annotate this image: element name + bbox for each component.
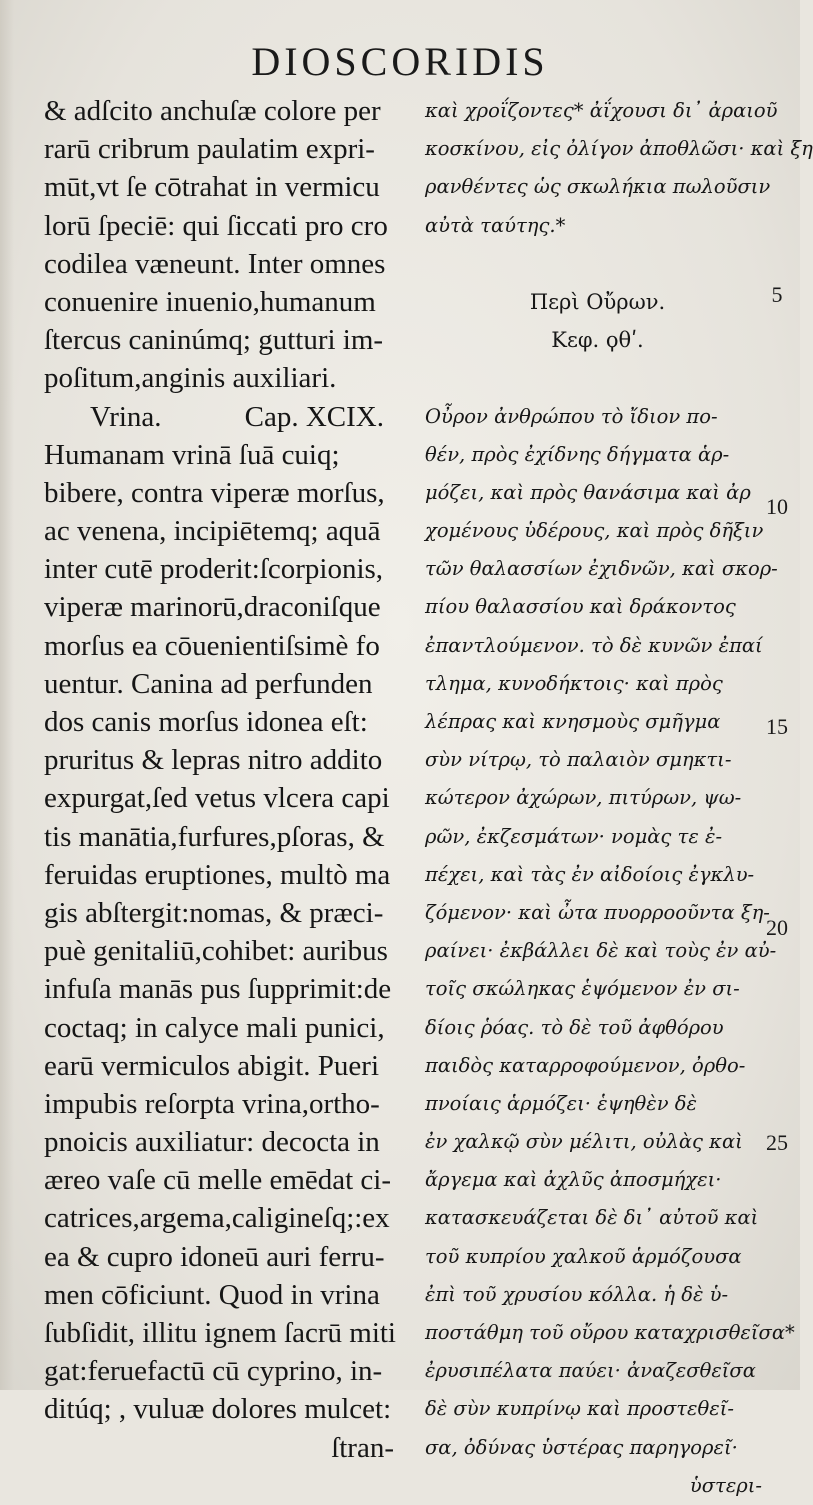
greek-line: δὲ σὺν κυπρίνῳ καὶ προστεθεῖ- <box>425 1397 734 1421</box>
latin-line: codilea væneunt. Inter omnes <box>44 247 386 280</box>
greek-line: ἐρυσιπέλατα παύει· ἀναζεσθεῖσα <box>425 1359 756 1383</box>
latin-line: ac venena, incipiētemq; aquā <box>44 515 381 548</box>
latin-line: æreo vaſe cū melle emēdat ci- <box>44 1164 392 1197</box>
greek-catchword: ὑστερι- <box>689 1473 762 1497</box>
latin-line: mūt,vt ſe cōtrahat in vermicu <box>44 171 380 204</box>
greek-line: ποστάθμη τοῦ οὔρου καταχρισθεῖσα* <box>425 1321 795 1344</box>
greek-line: ἐπαντλούμενον. τὸ δὲ κυνῶν ἐπαί <box>425 633 763 657</box>
latin-column <box>44 92 414 1467</box>
greek-line: ρανθέντες ὡς σκωλήκια πωλοῦσιν <box>425 175 771 199</box>
latin-line: impubis reſorpta vrina,ortho- <box>44 1087 380 1120</box>
greek-line: θέν, πρὸς ἐχίδνης δήγματα ἁρ- <box>425 442 730 466</box>
latin-line: men cōficiunt. Quod in vrina <box>44 1278 380 1311</box>
greek-line: κατασκευάζεται δὲ δι᾽ αὐτοῦ καὶ <box>425 1206 759 1230</box>
greek-line: σὺν νίτρῳ, τὸ παλαιὸν σμηκτι- <box>425 748 732 772</box>
line-number-margin: 20 <box>766 915 788 940</box>
greek-spacer <box>425 245 770 283</box>
latin-line: infuſa manās pus ſupprimit:de <box>44 973 392 1006</box>
latin-line: & adſcito anchuſæ colore per <box>44 95 381 127</box>
greek-line: παιδὸς καταρροφούμενον, ὀρθο- <box>425 1053 746 1077</box>
latin-line: rarū cribrum paulatim expri- <box>44 133 375 166</box>
latin-line: ſtercus caninúmq; gutturi im- <box>44 324 384 357</box>
greek-line: ζόμενον· καὶ ὦτα πυορροοῦντα ξη- <box>425 900 770 924</box>
latin-line: gat:feruefactū cū cyprino, in- <box>44 1355 383 1388</box>
latin-line: conuenire inuenio,humanum <box>44 285 376 318</box>
greek-line: αὐτὰ ταύτης.* <box>425 213 566 237</box>
greek-line: χομένους ὑδέρους, καὶ πρὸς δῆξιν <box>425 519 764 543</box>
latin-line: bibere, contra viperæ morſus, <box>44 476 385 509</box>
greek-line: τοῖς σκώληκας ἑψόμενον ἐν σι- <box>425 977 740 1001</box>
latin-line: expurgat,ſed vetus vlcera capi <box>44 782 390 815</box>
latin-line: ditúq; , vuluæ dolores mulcet: <box>44 1393 392 1426</box>
greek-line: σα, ὀδύνας ὑστέρας παρηγορεῖ· <box>425 1435 738 1459</box>
latin-line: dos canis morſus idonea eſt: <box>44 706 368 738</box>
greek-line: κοσκίνου, εἰς ὀλίγον ἀποθλῶσι· καὶ ξη <box>425 137 813 161</box>
greek-line: τλημα, κυνοδήκτοις· καὶ πρὸς <box>425 671 723 695</box>
page-gutter-shadow <box>0 0 14 1390</box>
chapter-number-greek: Κεφ. ϙθʹ. <box>551 328 644 353</box>
latin-line: ea & cupro idoneū auri ferru- <box>44 1240 385 1273</box>
greek-line: πίου θαλασσίου καὶ δράκοντος <box>425 595 736 619</box>
latin-line: ſubſidit, illitu ignem ſacrū miti <box>44 1317 396 1349</box>
chapter-title-latin: Vrina. <box>90 400 162 433</box>
latin-line: feruidas eruptiones, multò ma <box>44 858 391 891</box>
greek-line: ρῶν, ἐκζεσμάτων· νομὰς τε ἐ- <box>425 824 723 848</box>
greek-line: ἐν χαλκῷ σὺν μέλιτι, οὐλὰς καὶ <box>425 1130 743 1154</box>
chapter-number-latin: Cap. XCIX. <box>244 400 384 433</box>
greek-line: ἄργεμα καὶ ἀχλῦς ἀποσμήχει· <box>425 1168 722 1192</box>
latin-line: morſus ea cōuenientiſsimè fo <box>44 629 380 662</box>
running-head: DIOSCORIDIS <box>251 39 549 84</box>
greek-line: λέπρας καὶ κνησμοὺς σμῆγμα <box>425 710 721 733</box>
greek-line: ἐπὶ τοῦ χρυσίου κόλλα. ἡ δὲ ὑ- <box>425 1282 729 1306</box>
latin-line: gis abſtergit:nomas, & præci- <box>44 896 384 929</box>
greek-line: πέχει, καὶ τὰς ἐν αἰδοίοις ἐγκλυ- <box>425 862 755 886</box>
chapter-heading-latin <box>44 398 414 436</box>
greek-line: Οὖρον ἀνθρώπου τὸ ἴδιον πο- <box>425 404 718 428</box>
latin-line: Humanam vrinā ſuā cuiq; <box>44 438 340 471</box>
latin-line: pnoicis auxiliatur: decocta in <box>44 1126 380 1159</box>
latin-line: poſitum,anginis auxiliari. <box>44 362 337 395</box>
line-number-margin: 10 <box>766 494 788 519</box>
greek-line: κώτερον ἀχώρων, πιτύρων, ψω- <box>425 786 742 810</box>
latin-line: coctaq; in calyce mali punici, <box>44 1011 385 1044</box>
greek-line: καὶ χροΐζοντες* ἀΐχουσι δι᾽ ἀραιοῦ <box>425 99 778 122</box>
latin-catchword: ſtran- <box>331 1431 394 1464</box>
latin-line: inter cutē proderit:ſcorpionis, <box>44 553 384 586</box>
latin-line: puè genitaliū,cohibet: auribus <box>44 935 388 968</box>
greek-line: δίοις ῥόας. τὸ δὲ τοῦ ἀφθόρου <box>425 1015 724 1039</box>
latin-line: uentur. Canina ad perfunden <box>44 667 373 700</box>
greek-line: μόζει, καὶ πρὸς θανάσιμα καὶ ἀρ <box>425 480 751 504</box>
latin-line: pruritus & lepras nitro addito <box>44 744 383 777</box>
latin-line: tis manātia,furfures,pſoras, & <box>44 820 385 853</box>
greek-line: πνοίαις ἁρμόζει· ἑψηθὲν δὲ <box>425 1091 698 1115</box>
greek-line: τῶν θαλασσίων ἐχιδνῶν, καὶ σκορ- <box>425 557 778 581</box>
greek-line: ραίνει· ἐκβάλλει δὲ καὶ τοὺς ἐν αὐ- <box>425 939 777 963</box>
latin-line: viperæ marinorū,draconiſque <box>44 591 381 624</box>
line-number-margin: 5 <box>771 282 783 307</box>
line-number-margin: 25 <box>766 1130 788 1155</box>
latin-line: earū vermiculos abigit. Pueri <box>44 1049 380 1082</box>
latin-line: lorū ſpeciē: qui ſiccati pro cro <box>44 209 388 242</box>
greek-spacer <box>425 359 770 397</box>
latin-line: catrices,argema,caligineſq;:ex <box>44 1202 390 1235</box>
greek-line: τοῦ κυπρίου χαλκοῦ ἁρμόζουσα <box>425 1244 742 1268</box>
chapter-title-greek: Περὶ Οὔρων. <box>529 289 666 314</box>
line-number-margin: 15 <box>766 714 788 739</box>
